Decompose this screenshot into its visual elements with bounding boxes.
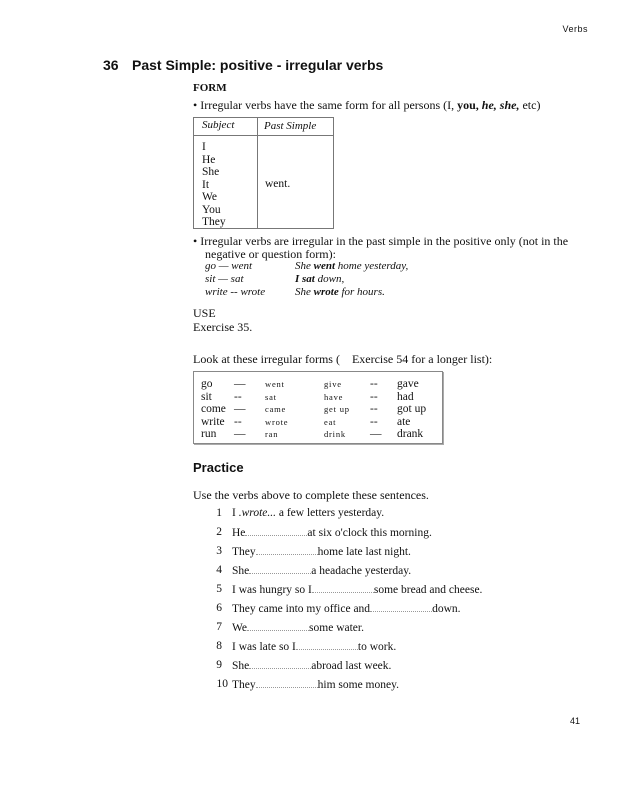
sentence-number: 10: [216, 678, 228, 690]
bullet2-line1: Irregular verbs are irregular in the past simple in the positive only (not in the: [200, 234, 569, 248]
running-head: Verbs: [562, 24, 588, 34]
col2-dashes: -- -- -- -- —: [370, 378, 382, 440]
col1-past-forms: [265, 378, 288, 441]
col1-base-forms: [201, 378, 226, 441]
past-form: went: [265, 379, 285, 389]
base-form: give: [324, 379, 342, 389]
use-heading: USE: [193, 306, 216, 320]
table-header-past-simple: Past Simple: [264, 120, 317, 132]
bullet1-text-end: etc): [519, 98, 541, 112]
base-form: have: [324, 391, 344, 402]
bullet-mark: •: [193, 234, 198, 248]
answer-blank[interactable]: [249, 659, 311, 669]
page-number: 41: [569, 716, 580, 726]
base-form: go: [201, 378, 213, 390]
base-form: write: [201, 415, 225, 428]
subject-item: You: [202, 203, 221, 216]
practice-sentence: We some water.: [232, 622, 364, 634]
past-form: ate: [397, 415, 411, 428]
practice-sentence: They came into my office and down.: [232, 603, 461, 615]
past-form: came: [265, 404, 287, 414]
answer-blank[interactable]: [247, 621, 309, 631]
form-heading: FORM: [193, 82, 227, 94]
subject-item: I: [202, 141, 206, 153]
sentence-number: 9: [216, 659, 222, 671]
past-form: ran: [265, 429, 279, 439]
col1-dashes: — -- — -- —: [234, 378, 246, 440]
practice-sentence: I .wrote... a few letters yesterday.: [232, 507, 385, 519]
example-sentence: I sat down,: [295, 273, 345, 285]
base-form: get up: [324, 404, 350, 414]
past-form: wrote: [265, 416, 289, 427]
sentence-number: 7: [216, 621, 222, 633]
answer-blank[interactable]: [296, 640, 358, 650]
irregular-forms-table: [193, 371, 443, 444]
past-form: sat: [265, 391, 277, 402]
table-header-subject: Subject: [202, 119, 235, 131]
practice-heading: Practice: [193, 460, 244, 475]
sentence-number: 6: [216, 602, 222, 614]
subject-item: He: [202, 153, 216, 166]
example-pair: sit — sat: [205, 273, 244, 285]
practice-sentence: I was late so I to work.: [232, 641, 397, 653]
look-instruction: Look at these irregular forms ( Exercise 54 for a longer list):: [193, 352, 493, 366]
subject-item: She: [202, 166, 220, 178]
sentence-number: 8: [216, 640, 222, 652]
subject-list: [202, 141, 226, 229]
subject-past-table: [193, 117, 334, 229]
col2-past-forms: [397, 378, 426, 441]
use-reference: Exercise 35.: [193, 320, 253, 334]
base-form: drink: [324, 429, 346, 439]
bullet1-text-start: Irregular verbs have the same form for all persons (I,: [200, 98, 458, 112]
answer-blank[interactable]: [245, 526, 307, 536]
practice-sentence: She a headache yesterday.: [232, 565, 412, 577]
form-bullet-1: [193, 98, 540, 113]
base-form: run: [201, 428, 217, 440]
table-verb-went: went.: [265, 178, 291, 190]
col2-base-forms: [324, 378, 350, 441]
answer-blank[interactable]: [249, 564, 311, 574]
practice-instruction: Use the verbs above to complete these sentences.: [193, 488, 429, 502]
practice-sentence: They home late last night.: [232, 546, 411, 558]
practice-sentence: He at six o'clock this morning.: [232, 527, 432, 539]
sentence-number: 2: [216, 526, 222, 538]
bullet2-line2: negative or question form):: [205, 247, 336, 261]
base-form: come: [201, 403, 226, 415]
past-form: drank: [397, 428, 424, 440]
bullet1-he: he,: [481, 98, 497, 112]
example-answer: .wrote...: [238, 507, 276, 519]
practice-sentence: They him some money.: [232, 679, 399, 691]
subject-item: It: [202, 178, 210, 191]
answer-blank[interactable]: [312, 583, 374, 593]
bullet1-she: she,: [499, 98, 520, 112]
practice-sentence: I was hungry so I some bread and cheese.: [232, 584, 483, 596]
past-form: got up: [397, 403, 427, 415]
example-pair: go — went: [205, 260, 253, 272]
unit-title: Past Simple: positive - irregular verbs: [132, 57, 384, 73]
subject-item: We: [202, 191, 218, 203]
unit-number: 36: [103, 57, 119, 73]
example-sentence: She wrote for hours.: [295, 286, 385, 298]
bullet1-you: you,: [457, 98, 479, 112]
past-form: had: [397, 390, 414, 403]
sentence-number: 3: [216, 545, 222, 557]
base-form: sit: [201, 390, 212, 403]
subject-item: They: [202, 216, 226, 228]
sentence-number: 4: [216, 564, 222, 576]
table-divider: [257, 118, 258, 228]
sentence-number: 1: [216, 507, 222, 519]
bullet-mark: •: [193, 98, 198, 112]
example-sentence: She went home yesterday,: [295, 260, 409, 272]
sentence-number: 5: [216, 583, 222, 595]
answer-blank[interactable]: [370, 602, 432, 612]
example-pair: write -- wrote: [205, 286, 266, 298]
past-form: gave: [397, 378, 419, 390]
base-form: eat: [324, 416, 337, 427]
answer-blank[interactable]: [256, 545, 318, 555]
practice-sentence: She abroad last week.: [232, 660, 392, 672]
answer-blank[interactable]: [256, 678, 318, 688]
